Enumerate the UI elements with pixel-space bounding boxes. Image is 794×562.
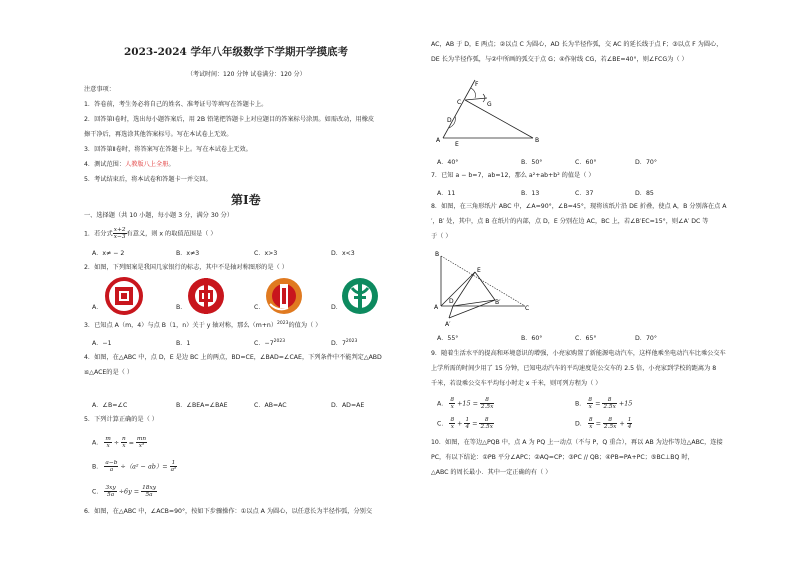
q3-option-b[interactable]: B．1 [176,340,191,347]
exam-title: 2023-2024 学年八年级数学下学期开学摸底考 [124,46,348,58]
q6-option-d[interactable]: D．70° [635,159,657,166]
q1-option-c[interactable]: C．x>3 [254,250,278,257]
q5-stem: 5．下列计算正确的是（ ） [84,416,158,423]
q2-option-a[interactable]: A． [92,304,103,311]
q6-option-b[interactable]: B．50° [521,159,543,166]
q2-option-b[interactable]: B． [176,304,187,311]
bank-logo-c-icon [264,276,304,316]
bank-logo-b-icon [186,276,226,316]
q2-option-d[interactable]: D． [331,304,342,311]
q9-stem-b: 上学所需的时间少用了 15 分钟，已知电动汽车的平均速度是公交车的 2.5 倍，小亮家到学校的距离为 8 [431,365,717,372]
q4-option-b[interactable]: B．∠BEA=∠BAE [176,402,228,409]
q2-stem: 2．如图，下列图案是我国几家银行的标志，其中不是轴对称图形的是（ ） [84,264,288,271]
q9-stem-c: 千米，若设乘公交车平均每小时走 x 千米，则可列方程为（ ） [431,380,602,387]
q1-option-a[interactable]: A．x≠ − 2 [92,250,125,257]
q4-stem-a: 4．如图，在△ABC 中，点 D，E 是边 BC 上的两点，BD=CE，∠BAD=∠CAE，下列条件中不能判定△ABD [84,354,382,361]
q9-option-d[interactable]: D． $\frac{8}{x}$ = $\frac{8}{2.5x}$ + $\frac{1}{4}$ [575,417,632,430]
q4-stem-b: ≌△ACE的是（ ） [84,369,134,376]
scope-highlight: 人教版八上全册 [125,161,169,168]
q10-stem-c: △ABC 的周长最小．其中一定正确的有（ ） [431,469,552,476]
q5-option-b[interactable]: B． $\frac{a-b}{a}$ ÷（a² − ab）= $\frac{1}{\text{a²}}$ [92,460,177,473]
q8-label-b: B [435,251,440,258]
q6-label-d: D [447,117,452,124]
note-1: 1．答卷前，考生务必将自己的姓名、准考证号等填写在答题卡上。 [84,101,268,108]
q10-stem-b: PC，有以下结论：①PB 平分∠APC；②AQ=CP；③PC // QB；④PB=PA+PC；⑤BC⊥BQ 时， [431,454,694,461]
q3-stem: 3．已知点 A（m，4）与点 B（1，n）关于 y 轴对称，那么$(m+n)^{2023}$的值为（ ） [84,321,322,330]
q8-label-ap: A′ [445,321,451,328]
q8-stem-a: 8．如图，在三角形纸片 ABC 中，∠A=90°，∠B=45°，现将该纸片沿 DE 折叠，使点 A，B 分别落在点 A [431,203,727,210]
q6-stem-a: 6．如图，在△ABC 中，∠ACB=90°，按如下步骤操作：①以点 A 为圆心，以任意长为半径作弧，分别交 [84,508,373,515]
q3-option-a[interactable]: A．−1 [92,340,112,347]
q3-option-d[interactable]: D．$7^{2023}$ [331,338,358,347]
bank-logo-d-icon [340,276,380,316]
q8-label-bp: B′ [495,299,501,306]
q6-stem-c: DE 长为半径作弧，与②中所画的弧交于点 G；④作射线 CG，若∠BE=40°，则∠FCG为（ ） [431,56,688,63]
q4-option-c[interactable]: C．AB=AC [254,402,287,409]
q9-option-c[interactable]: C． $\frac{8}{x}$ + $\frac{1}{4}$ = $\frac{8}{2.5x}$ [437,417,493,430]
volume-heading: 第Ⅰ卷 [231,193,261,207]
q2-option-c[interactable]: C． [254,304,265,311]
q8-label-e: E [477,267,481,274]
q6-option-a[interactable]: A．40° [437,159,459,166]
notes-heading: 注意事项： [84,86,115,93]
q8-figure [433,248,533,328]
q8-stem-b: ′，B′ 处，其中，点 B 在纸片的内部，点 D，E 分别在边 AC，BC 上，若∠B′EC=15°，则∠A′ DC 等 [431,218,709,225]
q8-label-d: D [449,298,454,305]
q1-fraction: $\frac{x+2}{x-3}$ [113,227,126,240]
q4-option-a[interactable]: A．∠B=∠C [92,402,128,409]
part1-heading: 一、选择题（共 10 小题，每小题 3 分，满分 30 分） [84,212,234,219]
note-4: 4．测试范围：人教版八上全册。 [84,161,175,168]
q6-label-g: G [487,101,492,108]
q1-stem: 1．若分式 $\frac{x+2}{x-3}$ 有意义，则 x 的取值范围是（ ） [84,227,217,240]
q8-option-a[interactable]: A．55° [437,335,459,342]
q6-stem-b: AC，AB 于 D，E 两点；②以点 C 为圆心，AD 长为半径作弧，交 AC 的延长线于点 F；③以点 F 为圆心， [431,41,723,48]
q3-option-c[interactable]: C．$-7^{2023}$ [254,338,286,347]
q7-stem: 7．已知 a − b=7，ab=12，那么 a²+ab+b² 的值是（ ） [431,172,595,179]
q1-option-b[interactable]: B．x≠3 [176,250,200,257]
bank-logo-a-icon [104,276,144,316]
note-2a: 2．回答第Ⅰ卷时，选出每小题答案后，用 2B 铅笔把答题卡上对应题目的答案标号涂黑。如需改动，用橡皮 [84,116,375,123]
q5-option-c[interactable]: C． $\frac{3xy}{5a}$ ÷6y = $\frac{18xy}{5a}$ [92,485,156,498]
q7-option-b[interactable]: B．13 [521,190,540,197]
q8-option-b[interactable]: B．60° [521,335,543,342]
q7-option-c[interactable]: C．37 [575,190,594,197]
q7-option-a[interactable]: A．11 [437,190,456,197]
q8-stem-c: 于（ ） [431,233,452,240]
q8-label-a: A [434,304,439,311]
q9-option-b[interactable]: B． $\frac{8}{x}$ = $\frac{8}{2.5x}$ +15 [575,397,633,410]
note-5: 5．考试结束后，将本试卷和答题卡一并交回。 [84,176,212,183]
q6-option-c[interactable]: C．60° [575,159,597,166]
q4-option-d[interactable]: D．AD=AE [331,402,365,409]
q7-option-d[interactable]: D．85 [635,190,654,197]
q6-label-c: C [457,99,462,106]
q5-option-a[interactable]: A． $\frac{m}{x}$ ÷ $\frac{n}{x}$ = $\frac{mn}{\text{x²}}$ [92,436,147,449]
q6-label-f: F [475,81,479,88]
q6-label-e: E [455,141,459,148]
q8-option-c[interactable]: C．65° [575,335,597,342]
q8-label-c: C [525,305,530,312]
q6-figure [435,72,545,148]
note-2b: 擦干净后，再选涂其他答案标号。写在本试卷上无效。 [84,131,233,138]
q6-label-a: A [436,137,441,144]
q8-option-d[interactable]: D．70° [635,335,657,342]
q1-option-d[interactable]: D．x<3 [331,250,355,257]
exam-info: （考试时间：120 分钟 试卷满分：120 分） [187,71,306,78]
q10-stem-a: 10．如图，在等边△PQB 中，点 A 为 PQ 上一动点（不与 P，Q 重合），再以 AB 为边作等边△ABC，连接 [431,439,723,446]
q9-stem-a: 9．随着生活水平的提高和环境意识的增强，小亮家购置了新能源电动汽车，这样他乘坐电动汽车比乘公交车 [431,350,726,357]
q6-label-b: B [535,137,540,144]
note-3: 3．回答第Ⅱ卷时，将答案写在答题卡上。写在本试卷上无效。 [84,146,252,153]
q9-option-a[interactable]: A． $\frac{8}{x}$ +15 = $\frac{8}{2.5x}$ [437,397,494,410]
